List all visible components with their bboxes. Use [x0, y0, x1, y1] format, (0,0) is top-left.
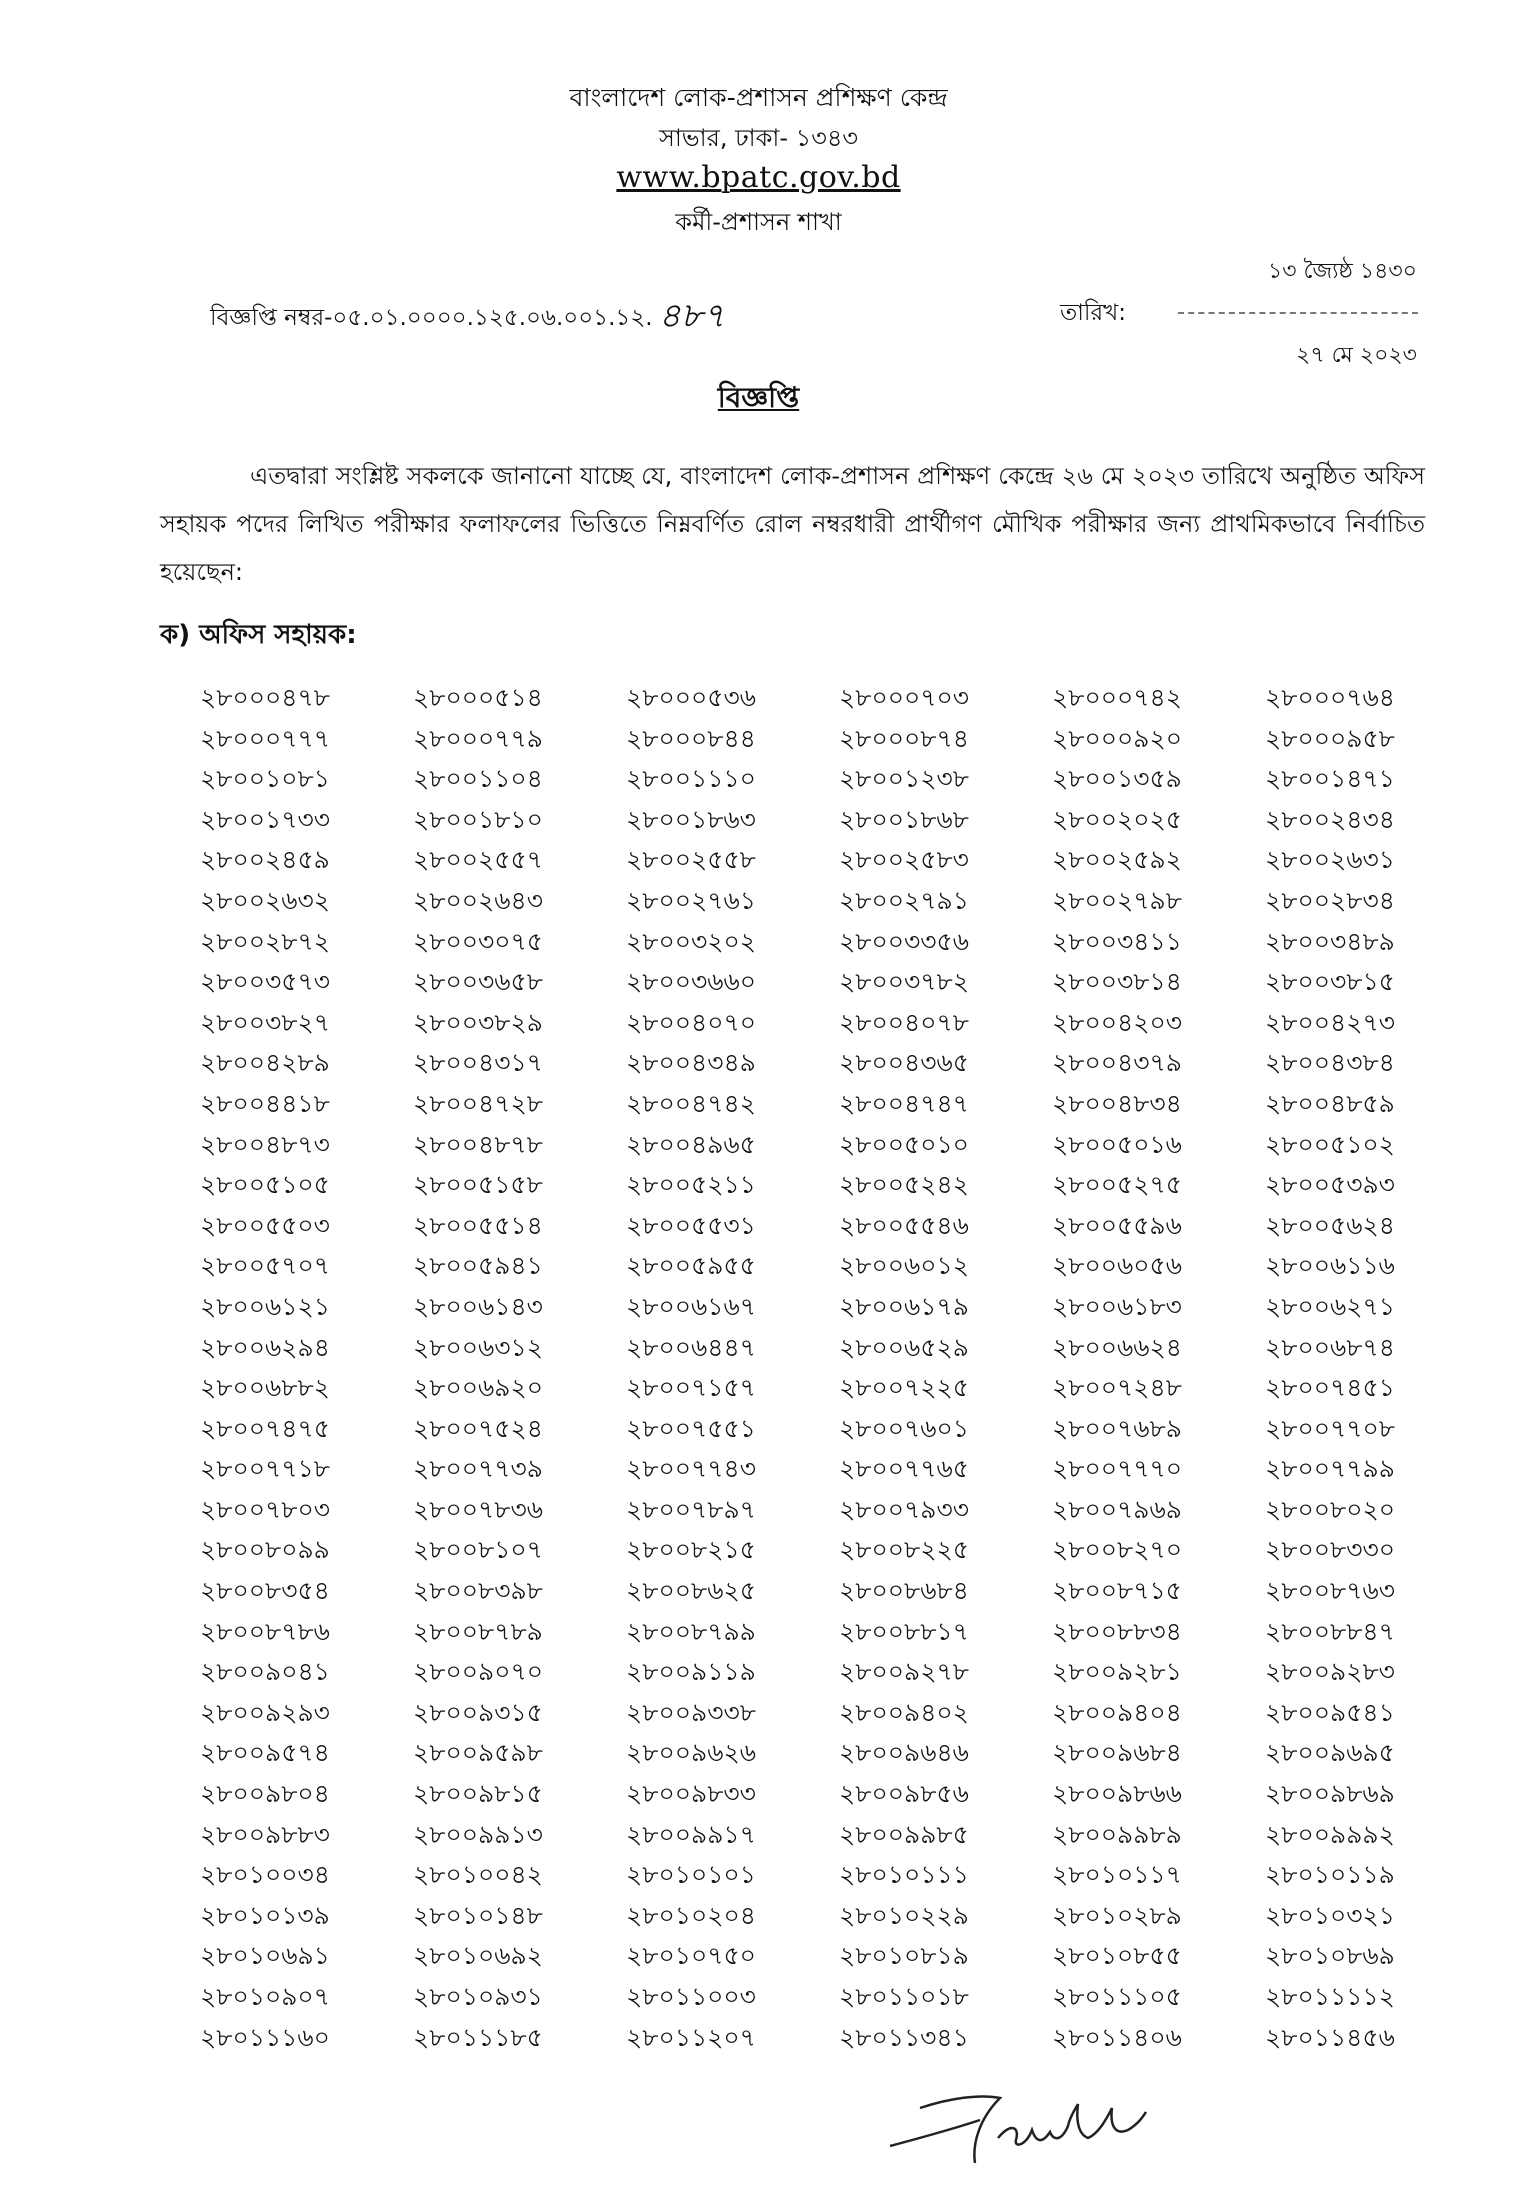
roll-number: ২৮০০৯৮৫৬ [839, 1779, 969, 1809]
roll-number: ২৮০০৫৯৫৫ [626, 1251, 756, 1281]
roll-number: ২৮০০৭৭৬৫ [839, 1454, 969, 1484]
roll-number: ২৮০০৭৮৩৬ [413, 1494, 543, 1524]
roll-number: ২৮০১১০১৮ [839, 1982, 969, 2011]
roll-number: ২৮০০৬১৮৩ [1052, 1291, 1182, 1321]
roll-number: ২৮০০৫০১৬ [1052, 1129, 1182, 1159]
roll-number: ২৮০০৭৭৪৩ [626, 1454, 756, 1484]
roll-number: ২৮০০৯৯১৩ [413, 1819, 543, 1849]
roll-number: ২৮০০০৮৭৪ [839, 723, 969, 753]
table-row [160, 1571, 1440, 1612]
roll-number: ২৮০০০৯২০ [1052, 723, 1182, 753]
roll-number: ২৮০০৪৩৬৫ [839, 1048, 969, 1078]
roll-number: ২৮০১০৩২১ [1265, 1900, 1395, 1930]
roll-number-table [160, 678, 1440, 2058]
table-row [160, 1733, 1440, 1774]
roll-number: ২৮০০৮০২০ [1265, 1494, 1395, 1524]
roll-number: ২৮০০৩৫৭৩ [200, 967, 330, 997]
roll-number: ২৮০০৬১২১ [200, 1291, 330, 1321]
roll-number: ২৮০০৫১৫৮ [413, 1170, 543, 1200]
roll-number: ২৮০০২৪৫৯ [200, 845, 330, 875]
roll-number: ২৮০০৮৭৯৯ [626, 1616, 756, 1646]
roll-number: ২৮০০০৭৭৯ [413, 723, 543, 753]
roll-number: ২৮০১০১১৯ [1265, 1860, 1395, 1890]
roll-number: ২৮০০৪৩৮৪ [1265, 1048, 1395, 1078]
roll-number: ২৮০১০৮১৯ [839, 1941, 969, 1971]
roll-number: ২৮০০৭৬৮৯ [1052, 1413, 1182, 1443]
roll-number: ২৮০০৯৬৮৪ [1052, 1738, 1182, 1768]
roll-number: ২৮০০২৬৪৩ [413, 885, 543, 915]
roll-number: ২৮০০৪৮৭৮ [413, 1129, 543, 1159]
roll-number: ২৮০০৮২৭০ [1052, 1535, 1182, 1565]
roll-number: ২৮০০৭৭০৮ [1265, 1413, 1395, 1443]
roll-number: ২৮০১০১৪৮ [413, 1900, 543, 1930]
roll-number: ২৮০১১০০৩ [626, 1982, 756, 2011]
roll-number: ২৮০০৭৫৫১ [626, 1413, 756, 1443]
table-row [160, 1165, 1440, 1206]
roll-number: ২৮০০৮৬৮৪ [839, 1576, 969, 1606]
roll-number: ২৮০০৯২৯৩ [200, 1697, 330, 1727]
roll-number: ২৮০০২৮৩৪ [1265, 885, 1395, 915]
roll-number: ২৮০১০৬৯১ [200, 1941, 330, 1971]
roll-number: ২৮০১০২৮৯ [1052, 1900, 1182, 1930]
roll-number: ২৮০০১৮৬৮ [839, 804, 969, 834]
roll-number: ২৮০১১৪০৬ [1052, 2022, 1182, 2052]
roll-number: ২৮০০৭৫২৪ [413, 1413, 543, 1443]
table-row [160, 1693, 1440, 1734]
roll-number: ২৮০০৮২১৫ [626, 1535, 756, 1565]
roll-number: ২৮০০১২৩৮ [839, 764, 969, 794]
roll-number: ২৮০০৪০৭০ [626, 1007, 756, 1037]
roll-number: ২৮০০৭৯৬৯ [1052, 1494, 1182, 1524]
roll-number: ২৮০০৯৫৪১ [1265, 1697, 1395, 1727]
date-bengali: ১৩ জ্যৈষ্ঠ ১৪৩০ [1267, 259, 1417, 284]
roll-number: ২৮০০৮৮৪৭ [1265, 1616, 1395, 1646]
roll-number: ২৮০০৫৫০৩ [200, 1210, 330, 1240]
roll-number: ২৮০০১৭৩৩ [200, 804, 330, 834]
roll-number: ২৮০০১১১০ [626, 764, 756, 794]
roll-number: ২৮০০১৮১০ [413, 804, 543, 834]
table-row [160, 1774, 1440, 1815]
roll-number: ২৮০০২৭৯৮ [1052, 885, 1182, 915]
roll-number: ২৮০০৪৮৭৩ [200, 1129, 330, 1159]
website-link[interactable]: www.bpatc.gov.bd [616, 160, 901, 195]
roll-number: ২৮০১০০৩৪ [200, 1860, 330, 1890]
table-row [160, 1287, 1440, 1328]
roll-number: ২৮০১০০৪২ [413, 1860, 543, 1890]
roll-number: ২৮০০৯২৭৮ [839, 1657, 969, 1687]
roll-number: ২৮০১১১৬০ [200, 2022, 330, 2052]
roll-number: ২৮০০৩৪১১ [1052, 926, 1182, 956]
memo-handwritten-number: ৪৮৭ [658, 296, 725, 336]
roll-number: ২৮০০৩৭৮২ [839, 967, 969, 997]
roll-number: ২৮০০৫৭০৭ [200, 1251, 330, 1281]
table-row [160, 840, 1440, 881]
roll-number: ২৮০০৬১৪৩ [413, 1291, 543, 1321]
roll-number: ২৮০১০৭৫০ [626, 1941, 756, 1971]
table-row [160, 1084, 1440, 1125]
roll-number: ২৮০০৪০৭৮ [839, 1007, 969, 1037]
roll-number: ২৮০০৯৫৭৪ [200, 1738, 330, 1768]
roll-number: ২৮০০৬২৭১ [1265, 1291, 1395, 1321]
roll-number: ২৮০০৭২২৫ [839, 1373, 969, 1403]
roll-number: ২৮০০৭৪৫১ [1265, 1373, 1395, 1403]
table-row [160, 759, 1440, 800]
table-row [160, 2018, 1440, 2059]
roll-number: ২৮০০৫৩৯৩ [1265, 1170, 1395, 1200]
roll-number: ২৮০০১৩৫৯ [1052, 764, 1182, 794]
table-row [160, 1530, 1440, 1571]
roll-number: ২৮০০৯৯১৭ [626, 1819, 756, 1849]
roll-number: ২৮০০৬৩১২ [413, 1332, 543, 1362]
roll-number: ২৮০০৯৫৯৮ [413, 1738, 543, 1768]
roll-number: ২৮০১০৮৬৯ [1265, 1941, 1395, 1971]
roll-number: ২৮০০৩২০২ [626, 926, 757, 956]
table-row [160, 881, 1440, 922]
roll-number: ২৮০০৯৮১৫ [413, 1779, 543, 1809]
roll-number: ২৮০০৯০৪১ [200, 1657, 330, 1687]
notice-body: এতদ্বারা সংশ্লিষ্ট সকলকে জানানো যাচ্ছে যে, বাংলাদেশ লোক-প্রশাসন প্রশিক্ষণ কেন্দ্রে ২৬ মে ২০২৩ তারিখে অনুষ্ঠিত অফিস সহায়ক পদের লিখিত পরীক্ষার ফলাফলের ভিত্তিতে নিম্নবর্ণিত রোল নম্বরধারী প্রার্থীগণ মৌখিক পরীক্ষার জন্য প্রাথমিকভাবে নির্বাচিত হয়েছেন: [160, 462, 1425, 586]
roll-number: ২৮০০০৫৩৬ [626, 683, 756, 712]
roll-number: ২৮০০৮৭৬৩ [1265, 1576, 1395, 1606]
roll-number: ২৮০০৯৮৬৯ [1265, 1779, 1395, 1809]
roll-number: ২৮০০৫৯৪১ [413, 1251, 543, 1281]
roll-number: ২৮০০৯০৭০ [413, 1657, 543, 1687]
roll-number: ২৮০০৭৭১৮ [200, 1454, 330, 1484]
roll-number: ২৮০১০১১৭ [1052, 1860, 1182, 1890]
roll-number: ২৮০০২৬৩২ [200, 885, 331, 915]
memo-number [210, 290, 725, 347]
memo-number-text: বিজ্ঞপ্তি নম্বর-০৫.০১.০০০০.১২৫.০৬.০০১.১২. [210, 305, 653, 331]
letterhead [0, 78, 1517, 242]
roll-number: ২৮০০২৪৩৪ [1265, 804, 1395, 834]
roll-number: ২৮০০৫৫৪৬ [839, 1210, 969, 1240]
roll-number: ২৮০০৪৯৬৫ [626, 1129, 756, 1159]
roll-number: ২৮০০৪২০৩ [1052, 1007, 1182, 1037]
roll-number: ২৮০০৪৩৭৯ [1052, 1048, 1182, 1078]
roll-number: ২৮০০৮৭৮৯ [413, 1616, 543, 1646]
roll-number: ২৮০০৫৫৯৬ [1052, 1210, 1182, 1240]
roll-number: ২৮০০৮৮১৭ [839, 1616, 969, 1646]
roll-number: ২৮০০৮০৯৯ [200, 1535, 330, 1565]
roll-number: ২৮০০৯৯৮৯ [1052, 1819, 1182, 1849]
roll-number: ২৮০০৮৩৩০ [1265, 1535, 1395, 1565]
roll-number: ২৮০০৬০১২ [839, 1251, 969, 1281]
date-english: ২৭ মে ২০২৩ [1296, 343, 1417, 368]
roll-number: ২৮০০১৪৭১ [1265, 764, 1395, 794]
roll-number: ২৮০১০৮৫৫ [1052, 1941, 1182, 1971]
roll-number: ২৮০০৭৭৯৯ [1265, 1454, 1395, 1484]
roll-number: ২৮০০৩৮২৯ [413, 1007, 543, 1037]
table-row [160, 1896, 1440, 1937]
roll-number: ২৮০০২৫৫৮ [626, 845, 756, 875]
roll-number: ২৮০০৮৭৮৬ [200, 1616, 330, 1646]
roll-number: ২৮০০৪৩৪৯ [626, 1048, 756, 1078]
roll-number: ২৮০০২০২৫ [1052, 804, 1182, 834]
roll-number: ২৮০০৬০৫৬ [1052, 1251, 1182, 1281]
table-row [160, 1043, 1440, 1084]
roll-number: ২৮০০০৭০৩ [839, 683, 970, 712]
roll-number: ২৮০০৩৪৮৯ [1265, 926, 1395, 956]
roll-number: ২৮০০৪৪১৮ [200, 1088, 330, 1118]
table-row [160, 719, 1440, 760]
roll-number: ২৮০০২৭৬১ [626, 885, 756, 915]
roll-number: ২৮০০৪৭৪২ [626, 1088, 756, 1118]
roll-number: ২৮০০৪৭২৮ [413, 1088, 543, 1118]
roll-number: ২৮০১১১০৫ [1052, 1982, 1182, 2011]
roll-number: ২৮০০৩৬৫৮ [413, 967, 543, 997]
roll-number: ২৮০০৯২৮১ [1052, 1657, 1182, 1687]
roll-number: ২৮০০১০৮১ [200, 764, 330, 794]
roll-number: ২৮০০৫২১১ [626, 1170, 756, 1200]
roll-number: ২৮০০৩০৭৫ [413, 926, 543, 956]
roll-number: ২৮০০৫১০২ [1265, 1129, 1395, 1159]
table-row [160, 800, 1440, 841]
roll-number: ২৮০০০৯৫৮ [1265, 723, 1395, 753]
roll-number: ২৮০০৫১০৫ [200, 1170, 330, 1200]
section-heading: ক) অফিস সহায়ক: [160, 620, 357, 650]
roll-number: ২৮০০৯৬৪৬ [839, 1738, 969, 1768]
roll-number: ২৮০০৯৬২৬ [626, 1738, 756, 1768]
roll-number: ২৮০১০৬৯২ [413, 1941, 543, 1971]
roll-number: ২৮০০৮২২৫ [839, 1535, 969, 1565]
roll-number: ২৮০০৬৬২৪ [1052, 1332, 1182, 1362]
roll-number: ২৮০০৭৯৩৩ [839, 1494, 969, 1524]
roll-number: ২৮০১০৯৩১ [413, 1982, 543, 2011]
roll-number: ২৮০১০৯০৭ [200, 1982, 330, 2011]
roll-number: ২৮০০৭৬০১ [839, 1413, 969, 1443]
roll-number: ২৮০১১২০৭ [626, 2022, 756, 2052]
roll-number: ২৮০০৯৮৮৩ [200, 1819, 330, 1849]
table-row [160, 1003, 1440, 1044]
roll-number: ২৮০০১১০৪ [413, 764, 543, 794]
roll-number: ২৮০০২৫৯২ [1052, 845, 1182, 875]
table-row [160, 1409, 1440, 1450]
date-dashed-line [1178, 300, 1418, 314]
table-row [160, 1206, 1440, 1247]
table-row [160, 1368, 1440, 1409]
roll-number: ২৮০১০২২৯ [839, 1900, 969, 1930]
roll-number: ২৮০১০২০৪ [626, 1900, 756, 1930]
roll-number: ২৮০০৬৮৭৪ [1265, 1332, 1395, 1362]
roll-number: ২৮০০৯৩১৫ [413, 1697, 543, 1727]
table-row [160, 1815, 1440, 1856]
roll-number: ২৮০১০১১১ [839, 1860, 969, 1890]
roll-number: ২৮০০৪৮৫৯ [1265, 1088, 1395, 1118]
roll-number: ২৮০০৬৯২০ [413, 1373, 543, 1403]
roll-number: ২৮০০৬১১৬ [1265, 1251, 1395, 1281]
roll-number: ২৮০০৩৬৬০ [626, 967, 757, 997]
roll-number: ২৮০০০৪৭৮ [200, 683, 330, 712]
roll-number: ২৮০০২৭৯১ [839, 885, 969, 915]
roll-number: ২৮০০৮১০৭ [413, 1535, 543, 1565]
date-label: তারিখ: [1060, 300, 1127, 326]
roll-number: ২৮০০৮৩৫৪ [200, 1576, 330, 1606]
roll-number: ২৮০০৯৬৯৫ [1265, 1738, 1395, 1768]
roll-number: ২৮০০৬২৯৪ [200, 1332, 330, 1362]
roll-number: ২৮০০৯১১৯ [626, 1657, 756, 1687]
roll-number: ২৮০০৯৮৬৬ [1052, 1779, 1182, 1809]
roll-number: ২৮০০৬৫২৯ [839, 1332, 969, 1362]
roll-number: ২৮০০৪২৭৩ [1265, 1007, 1395, 1037]
roll-number: ২৮০১০১০১ [626, 1860, 756, 1890]
roll-number: ২৮০০৭১৫৭ [626, 1373, 756, 1403]
roll-number: ২৮০০৬৪৪৭ [626, 1332, 756, 1362]
roll-number: ২৮০০৯৮০৪ [200, 1779, 330, 1809]
organization-name: বাংলাদেশ লোক-প্রশাসন প্রশিক্ষণ কেন্দ্র [569, 83, 948, 112]
roll-number: ২৮০০৬১৭৯ [839, 1291, 969, 1321]
roll-number: ২৮০০২৮৭২ [200, 926, 330, 956]
notice-title [0, 376, 1517, 423]
roll-number: ২৮০০৫৫১৪ [413, 1210, 543, 1240]
table-row [160, 1652, 1440, 1693]
roll-number: ২৮০০৯৪০৪ [1052, 1697, 1182, 1727]
table-row [160, 1936, 1440, 1977]
roll-number: ২৮০০৮৭১৫ [1052, 1576, 1182, 1606]
roll-number: ২৮০০৬১৬৭ [626, 1291, 756, 1321]
table-row [160, 1125, 1440, 1166]
roll-number: ২৮০০২৫৮৩ [839, 845, 969, 875]
roll-number: ২৮০০৯৪০২ [839, 1697, 969, 1727]
roll-number: ২৮০০৯২৮৩ [1265, 1657, 1395, 1687]
roll-number: ২৮০০৭৮৯৭ [626, 1494, 756, 1524]
table-row [160, 922, 1440, 963]
roll-number: ২৮০০৫২৭৫ [1052, 1170, 1182, 1200]
roll-number: ২৮০০৮৮৩৪ [1052, 1616, 1182, 1646]
table-row [160, 1855, 1440, 1896]
roll-number: ২৮০০৩৮১৫ [1265, 967, 1395, 997]
table-row [160, 678, 1440, 719]
roll-number: ২৮০০০৭৭৭ [200, 723, 331, 753]
table-row [160, 1612, 1440, 1653]
roll-number: ২৮০০৪২৮৯ [200, 1048, 330, 1078]
table-row [160, 1490, 1440, 1531]
table-row [160, 1328, 1440, 1369]
roll-number: ২৮০০০৫১৪ [413, 683, 543, 712]
roll-number: ২৮০০৭৮০৩ [200, 1494, 330, 1524]
roll-number: ২৮০০৪৩১৭ [413, 1048, 543, 1078]
roll-number: ২৮০০৪৭৪৭ [839, 1088, 969, 1118]
roll-number: ২৮০০৯৮৩৩ [626, 1779, 756, 1809]
roll-number: ২৮০০৫২৪২ [839, 1170, 969, 1200]
roll-number: ২৮০০৭৪৭৫ [200, 1413, 330, 1443]
roll-number: ২৮০০২৬৩১ [1265, 845, 1395, 875]
roll-number: ২৮০০৭৭৭০ [1052, 1454, 1183, 1484]
roll-number: ২৮০০৯৯৮৫ [839, 1819, 969, 1849]
roll-number: ২৮০০৯৩৩৮ [626, 1697, 756, 1727]
roll-number: ২৮০০৪৮৩৪ [1052, 1088, 1182, 1118]
roll-number: ২৮০০০৮৪৪ [626, 723, 756, 753]
roll-number: ২৮০১১৪৫৬ [1265, 2022, 1395, 2052]
table-row [160, 1246, 1440, 1287]
handwritten-signature-icon [880, 2068, 1160, 2168]
notice-title-text: বিজ্ঞপ্তি [717, 381, 800, 414]
table-row [160, 1449, 1440, 1490]
roll-number: ২৮০১১১১২ [1265, 1982, 1395, 2011]
roll-number: ২৮০১১৩৪১ [839, 2022, 969, 2052]
roll-number: ২৮০০৩৩৫৬ [839, 926, 969, 956]
roll-number: ২৮০০৫৫৩১ [626, 1210, 756, 1240]
table-row [160, 1977, 1440, 2018]
branch-name: কর্মী-প্রশাসন শাখা [675, 208, 842, 236]
roll-number: ২৮০০৩৮১৪ [1052, 967, 1182, 997]
roll-number: ২৮০০০৭৬৪ [1265, 683, 1395, 712]
roll-number: ২৮০০৬৮৮২ [200, 1373, 330, 1403]
roll-number: ২৮০০১৮৬৩ [626, 804, 756, 834]
roll-number: ২৮০০২৫৫৭ [413, 845, 543, 875]
roll-number: ২৮০০৮৩৯৮ [413, 1576, 543, 1606]
organization-address: সাভার, ঢাকা- ১৩৪৩ [658, 124, 859, 152]
table-row [160, 962, 1440, 1003]
roll-number: ২৮০১১১৮৫ [413, 2022, 543, 2052]
roll-number: ২৮০০৮৬২৫ [626, 1576, 756, 1606]
roll-number: ২৮০১০১৩৯ [200, 1900, 330, 1930]
roll-number: ২৮০০৫০১০ [839, 1129, 969, 1159]
roll-number: ২৮০০৫৬২৪ [1265, 1210, 1395, 1240]
roll-number: ২৮০০০৭৪২ [1052, 683, 1182, 712]
roll-number: ২৮০০৩৮২৭ [200, 1007, 330, 1037]
roll-number: ২৮০০৯৯৯২ [1265, 1819, 1395, 1849]
roll-number: ২৮০০৭৭৩৯ [413, 1454, 543, 1484]
roll-number: ২৮০০৭২৪৮ [1052, 1373, 1182, 1403]
